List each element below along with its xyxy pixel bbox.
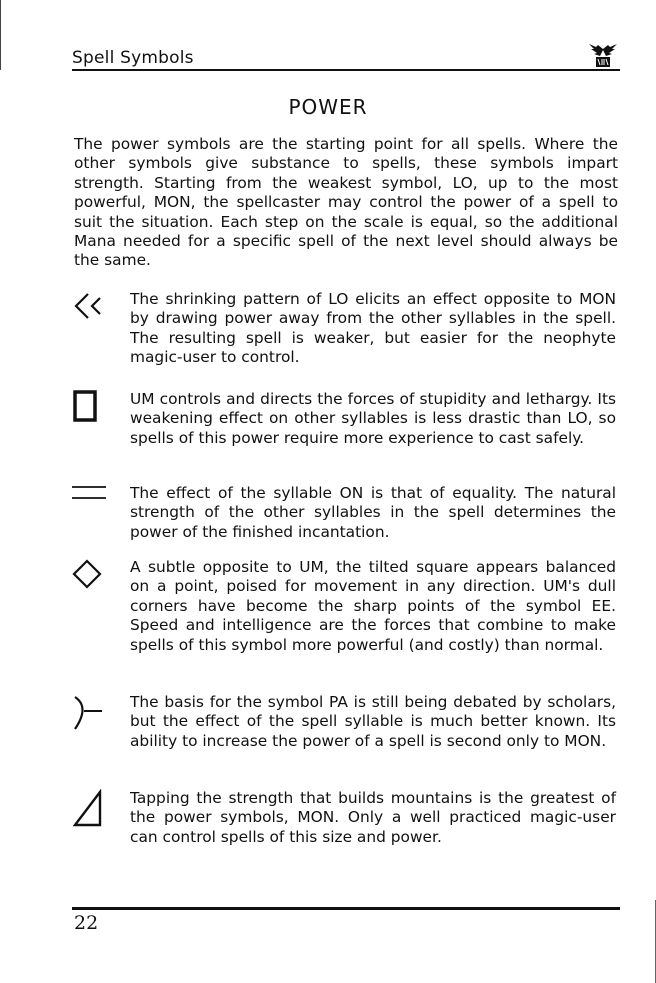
symbol-entry-text: Tapping the strength that builds mountains is the greatest of the power symbols, MON. Only a well practiced magic-user can control spells of this size and power.	[130, 789, 616, 846]
symbol-entry-text: The effect of the syllable ON is that of equality. The natural strength of the other syllables in the spell determines the power of the finished incantation.	[130, 484, 616, 541]
on-symbol-icon	[72, 484, 112, 524]
um-symbol-icon	[72, 390, 112, 430]
page-number: 22	[74, 912, 99, 934]
section-title: POWER	[288, 95, 368, 119]
lo-symbol-icon	[72, 290, 112, 330]
symbol-entry-text: A subtle opposite to UM, the tilted square appears balanced on a point, poised for movement in any direction. UM's dull corners have become the sharp points of the symbol EE. Speed and intelligence are the forces that combine to make spells of this symbol more powerful (and costly) than normal.	[130, 558, 616, 654]
ee-symbol-icon	[72, 558, 112, 598]
pa-symbol-icon	[72, 693, 112, 733]
page-edge-left	[0, 0, 1, 70]
symbol-entry-text: UM controls and directs the forces of stupidity and lethargy. Its weakening effect on other syllables is less drastic than LO, so spells of this power require more experience to cast safely.	[130, 390, 616, 447]
footer-rule	[72, 907, 620, 910]
header-title: Spell Symbols	[72, 48, 194, 68]
symbol-entry-text: The basis for the symbol PA is still being debated by scholars, but the effect of the spell syllable is much better known. Its ability to increase the power of a spell is second only to MON.	[130, 693, 616, 750]
intro-paragraph: The power symbols are the starting point for all spells. Where the other symbols give substance to spells, these symbols impart strength. Starting from the weakest symbol, LO, up to the most powerful, MON, the spellcaster may control the power of a spell to suit the situation. Each step on the scale is equal, so the additional Mana needed for a specific spell of the next level should always be the same.	[74, 135, 618, 270]
mon-symbol-icon	[72, 789, 112, 829]
symbol-entry-text: The shrinking pattern of LO elicits an effect opposite to MON by drawing power away from the other syllables in the spell. The resulting spell is weaker, but easier for the neophyte magic-user to control.	[130, 290, 616, 367]
page-header	[72, 44, 620, 70]
header-rule	[72, 69, 620, 71]
winged-emblem-icon	[588, 42, 618, 68]
